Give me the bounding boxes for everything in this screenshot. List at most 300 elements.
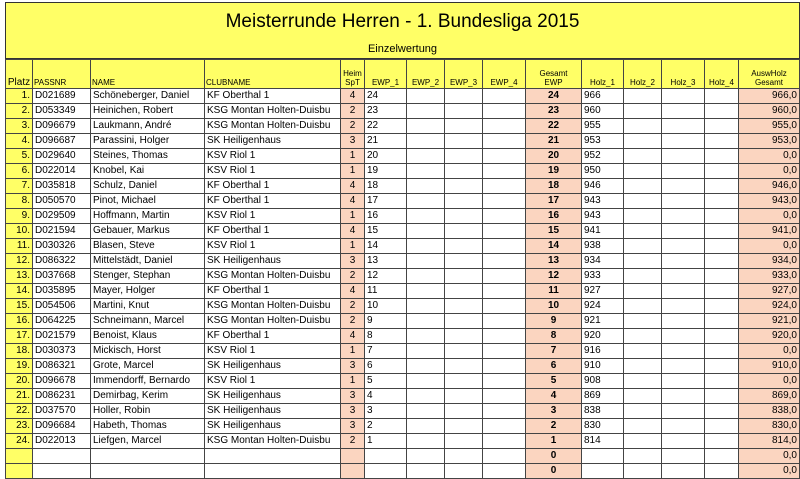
cell-heim-spt: 1: [341, 164, 365, 179]
cell-passnr: D029640: [33, 149, 91, 164]
cell-heim-spt: 3: [341, 404, 365, 419]
cell-ewp3: [445, 224, 483, 239]
cell-heim-spt: 4: [341, 89, 365, 104]
cell-ewp1: 6: [365, 359, 407, 374]
cell-holz1: 916: [582, 344, 624, 359]
cell-holz1: 908: [582, 374, 624, 389]
cell-clubname: SK Heiligenhaus: [205, 254, 341, 269]
cell-holz2: [624, 149, 662, 164]
cell-holz4: [705, 269, 739, 284]
cell-gesamt-ewp: 18: [526, 179, 582, 194]
cell-clubname: KSV Riol 1: [205, 149, 341, 164]
cell-name: Schneimann, Marcel: [91, 314, 205, 329]
cell-clubname: KF Oberthal 1: [205, 224, 341, 239]
cell-passnr: D086231: [33, 389, 91, 404]
col-header-holz4: Holz_4: [705, 60, 739, 89]
cell-passnr: D021579: [33, 329, 91, 344]
cell-name: Stenger, Stephan: [91, 269, 205, 284]
title-band: [5, 2, 800, 59]
cell-heim-spt: 1: [341, 239, 365, 254]
cell-holz4: [705, 314, 739, 329]
cell-holz3: [662, 119, 705, 134]
cell-holz3: [662, 389, 705, 404]
cell-auswholz: 933,0: [739, 269, 800, 284]
cell-passnr: D029509: [33, 209, 91, 224]
cell-ewp1: [365, 449, 407, 464]
table-row: [6, 149, 800, 164]
cell-passnr: D096687: [33, 134, 91, 149]
cell-ewp3: [445, 164, 483, 179]
cell-ewp1: 24: [365, 89, 407, 104]
cell-ewp4: [483, 299, 526, 314]
cell-holz4: [705, 134, 739, 149]
cell-passnr: D030373: [33, 344, 91, 359]
cell-name: Mickisch, Horst: [91, 344, 205, 359]
table-row: [6, 254, 800, 269]
cell-heim-spt: 2: [341, 434, 365, 449]
cell-holz3: [662, 284, 705, 299]
cell-clubname: KSG Montan Holten-Duisbu: [205, 299, 341, 314]
cell-passnr: D021594: [33, 224, 91, 239]
cell-holz2: [624, 329, 662, 344]
cell-holz3: [662, 104, 705, 119]
cell-auswholz: 953,0: [739, 134, 800, 149]
cell-ewp2: [407, 254, 445, 269]
cell-ewp4: [483, 419, 526, 434]
cell-ewp2: [407, 104, 445, 119]
cell-heim-spt: 4: [341, 224, 365, 239]
cell-gesamt-ewp: 17: [526, 194, 582, 209]
cell-auswholz: 960,0: [739, 104, 800, 119]
cell-holz2: [624, 464, 662, 479]
cell-clubname: KF Oberthal 1: [205, 329, 341, 344]
cell-ewp2: [407, 404, 445, 419]
cell-ewp1: [365, 464, 407, 479]
table-row: [6, 299, 800, 314]
cell-holz4: [705, 209, 739, 224]
cell-ewp2: [407, 284, 445, 299]
cell-ewp2: [407, 299, 445, 314]
cell-name: Knobel, Kai: [91, 164, 205, 179]
cell-auswholz: 955,0: [739, 119, 800, 134]
cell-gesamt-ewp: 20: [526, 149, 582, 164]
cell-auswholz: 910,0: [739, 359, 800, 374]
cell-platz: 4.: [6, 134, 33, 149]
cell-holz1: 955: [582, 119, 624, 134]
cell-ewp4: [483, 179, 526, 194]
cell-holz4: [705, 329, 739, 344]
cell-ewp1: 13: [365, 254, 407, 269]
cell-holz1: 921: [582, 314, 624, 329]
cell-holz1: 953: [582, 134, 624, 149]
cell-ewp4: [483, 149, 526, 164]
cell-holz2: [624, 254, 662, 269]
cell-holz1: 943: [582, 194, 624, 209]
cell-holz2: [624, 239, 662, 254]
cell-holz2: [624, 404, 662, 419]
cell-holz2: [624, 389, 662, 404]
cell-name: Steines, Thomas: [91, 149, 205, 164]
cell-ewp4: [483, 434, 526, 449]
cell-gesamt-ewp: 9: [526, 314, 582, 329]
table-row: [6, 209, 800, 224]
cell-name: Heinichen, Robert: [91, 104, 205, 119]
cell-ewp1: 7: [365, 344, 407, 359]
cell-ewp1: 10: [365, 299, 407, 314]
cell-holz4: [705, 194, 739, 209]
cell-heim-spt: 3: [341, 254, 365, 269]
cell-ewp1: 17: [365, 194, 407, 209]
cell-clubname: KF Oberthal 1: [205, 284, 341, 299]
cell-ewp2: [407, 164, 445, 179]
cell-ewp1: 22: [365, 119, 407, 134]
cell-heim-spt: 1: [341, 374, 365, 389]
col-header-name: NAME: [91, 60, 205, 89]
cell-passnr: D054506: [33, 299, 91, 314]
cell-platz: 12.: [6, 254, 33, 269]
cell-auswholz: 0,0: [739, 164, 800, 179]
cell-holz2: [624, 194, 662, 209]
cell-holz2: [624, 344, 662, 359]
cell-gesamt-ewp: 14: [526, 239, 582, 254]
cell-ewp1: 23: [365, 104, 407, 119]
cell-passnr: D096679: [33, 119, 91, 134]
cell-clubname: KSG Montan Holten-Duisbu: [205, 119, 341, 134]
cell-holz2: [624, 299, 662, 314]
cell-ewp3: [445, 134, 483, 149]
cell-holz1: 952: [582, 149, 624, 164]
cell-auswholz: 924,0: [739, 299, 800, 314]
cell-name: Schulz, Daniel: [91, 179, 205, 194]
cell-auswholz: 0,0: [739, 149, 800, 164]
cell-heim-spt: [341, 464, 365, 479]
table-row: [6, 389, 800, 404]
cell-ewp3: [445, 149, 483, 164]
cell-holz2: [624, 374, 662, 389]
cell-ewp3: [445, 269, 483, 284]
cell-passnr: D086322: [33, 254, 91, 269]
cell-passnr: D022014: [33, 164, 91, 179]
cell-name: Mayer, Holger: [91, 284, 205, 299]
cell-ewp3: [445, 419, 483, 434]
cell-auswholz: 0,0: [739, 449, 800, 464]
cell-name: Laukmann, André: [91, 119, 205, 134]
cell-platz: 13.: [6, 269, 33, 284]
cell-platz: 1.: [6, 89, 33, 104]
cell-passnr: D096684: [33, 419, 91, 434]
cell-name: Gebauer, Markus: [91, 224, 205, 239]
cell-ewp2: [407, 149, 445, 164]
col-header-holz2: Holz_2: [624, 60, 662, 89]
cell-holz4: [705, 374, 739, 389]
cell-name: Benoist, Klaus: [91, 329, 205, 344]
cell-ewp2: [407, 464, 445, 479]
cell-holz4: [705, 104, 739, 119]
cell-name: Schöneberger, Daniel: [91, 89, 205, 104]
cell-clubname: SK Heiligenhaus: [205, 389, 341, 404]
ranking-table: [5, 59, 800, 479]
cell-name: Habeth, Thomas: [91, 419, 205, 434]
col-header-holz3: Holz_3: [662, 60, 705, 89]
cell-heim-spt: [341, 449, 365, 464]
table-row: [6, 344, 800, 359]
table-row: [6, 359, 800, 374]
cell-auswholz: 943,0: [739, 194, 800, 209]
cell-platz: 15.: [6, 299, 33, 314]
col-header-gesamt-ewp: Gesamt EWP: [526, 60, 582, 89]
cell-auswholz: 946,0: [739, 179, 800, 194]
cell-heim-spt: 1: [341, 344, 365, 359]
cell-gesamt-ewp: 6: [526, 359, 582, 374]
cell-ewp3: [445, 464, 483, 479]
cell-ewp2: [407, 359, 445, 374]
cell-holz1: 814: [582, 434, 624, 449]
cell-holz4: [705, 119, 739, 134]
cell-clubname: KSV Riol 1: [205, 344, 341, 359]
cell-holz2: [624, 419, 662, 434]
cell-name: [91, 449, 205, 464]
cell-holz2: [624, 434, 662, 449]
cell-holz3: [662, 449, 705, 464]
cell-holz2: [624, 164, 662, 179]
cell-ewp2: [407, 224, 445, 239]
cell-holz3: [662, 149, 705, 164]
cell-ewp3: [445, 449, 483, 464]
cell-gesamt-ewp: 4: [526, 389, 582, 404]
col-header-ewp1: EWP_1: [365, 60, 407, 89]
cell-passnr: D022013: [33, 434, 91, 449]
cell-clubname: KSV Riol 1: [205, 239, 341, 254]
cell-holz3: [662, 329, 705, 344]
cell-gesamt-ewp: 13: [526, 254, 582, 269]
cell-name: Pinot, Michael: [91, 194, 205, 209]
cell-heim-spt: 3: [341, 134, 365, 149]
cell-ewp2: [407, 89, 445, 104]
cell-clubname: KF Oberthal 1: [205, 194, 341, 209]
cell-gesamt-ewp: 2: [526, 419, 582, 434]
cell-gesamt-ewp: 22: [526, 119, 582, 134]
cell-holz2: [624, 89, 662, 104]
cell-gesamt-ewp: 5: [526, 374, 582, 389]
table-row: [6, 164, 800, 179]
cell-heim-spt: 4: [341, 179, 365, 194]
cell-auswholz: 0,0: [739, 344, 800, 359]
cell-holz4: [705, 149, 739, 164]
cell-gesamt-ewp: 8: [526, 329, 582, 344]
cell-auswholz: 966,0: [739, 89, 800, 104]
cell-heim-spt: 1: [341, 209, 365, 224]
cell-holz1: 910: [582, 359, 624, 374]
cell-clubname: KSV Riol 1: [205, 164, 341, 179]
cell-ewp1: 14: [365, 239, 407, 254]
cell-holz1: 941: [582, 224, 624, 239]
cell-holz4: [705, 389, 739, 404]
cell-ewp4: [483, 404, 526, 419]
table-row: [6, 239, 800, 254]
cell-holz2: [624, 269, 662, 284]
cell-platz: 16.: [6, 314, 33, 329]
cell-ewp2: [407, 179, 445, 194]
cell-name: Hoffmann, Martin: [91, 209, 205, 224]
cell-gesamt-ewp: 12: [526, 269, 582, 284]
cell-ewp4: [483, 464, 526, 479]
cell-passnr: D050570: [33, 194, 91, 209]
cell-clubname: SK Heiligenhaus: [205, 359, 341, 374]
col-header-clubname: CLUBNAME: [205, 60, 341, 89]
cell-auswholz: 920,0: [739, 329, 800, 344]
cell-passnr: D035818: [33, 179, 91, 194]
cell-ewp4: [483, 224, 526, 239]
cell-clubname: SK Heiligenhaus: [205, 404, 341, 419]
cell-passnr: D086321: [33, 359, 91, 374]
cell-ewp4: [483, 209, 526, 224]
cell-ewp2: [407, 344, 445, 359]
cell-heim-spt: 1: [341, 149, 365, 164]
cell-ewp1: 11: [365, 284, 407, 299]
cell-holz2: [624, 449, 662, 464]
cell-ewp3: [445, 314, 483, 329]
cell-gesamt-ewp: 7: [526, 344, 582, 359]
cell-platz: 18.: [6, 344, 33, 359]
cell-passnr: D030326: [33, 239, 91, 254]
cell-ewp4: [483, 239, 526, 254]
cell-ewp4: [483, 329, 526, 344]
cell-holz1: 966: [582, 89, 624, 104]
cell-name: Blasen, Steve: [91, 239, 205, 254]
cell-platz: 20.: [6, 374, 33, 389]
col-header-passnr: PASSNR: [33, 60, 91, 89]
cell-auswholz: 0,0: [739, 374, 800, 389]
cell-name: [91, 464, 205, 479]
cell-ewp1: 18: [365, 179, 407, 194]
cell-ewp2: [407, 134, 445, 149]
col-header-ewp3: EWP_3: [445, 60, 483, 89]
cell-clubname: SK Heiligenhaus: [205, 419, 341, 434]
cell-ewp3: [445, 254, 483, 269]
cell-name: Liefgen, Marcel: [91, 434, 205, 449]
cell-ewp2: [407, 419, 445, 434]
cell-ewp4: [483, 374, 526, 389]
cell-auswholz: 830,0: [739, 419, 800, 434]
cell-passnr: D037570: [33, 404, 91, 419]
cell-platz: 9.: [6, 209, 33, 224]
cell-auswholz: 814,0: [739, 434, 800, 449]
cell-ewp4: [483, 389, 526, 404]
cell-platz: 6.: [6, 164, 33, 179]
cell-ewp3: [445, 89, 483, 104]
cell-ewp1: 16: [365, 209, 407, 224]
table-row: [6, 374, 800, 389]
cell-passnr: D035895: [33, 284, 91, 299]
cell-holz3: [662, 224, 705, 239]
table-row: [6, 314, 800, 329]
cell-holz2: [624, 314, 662, 329]
table-row: [6, 104, 800, 119]
table-row: [6, 89, 800, 104]
cell-ewp1: 1: [365, 434, 407, 449]
cell-platz: 23.: [6, 419, 33, 434]
cell-holz1: 950: [582, 164, 624, 179]
col-header-ewp4: EWP_4: [483, 60, 526, 89]
cell-ewp4: [483, 119, 526, 134]
cell-ewp3: [445, 434, 483, 449]
cell-holz1: 838: [582, 404, 624, 419]
col-header-ewp2: EWP_2: [407, 60, 445, 89]
table-row: [6, 404, 800, 419]
table-row: [6, 434, 800, 449]
cell-holz4: [705, 299, 739, 314]
cell-ewp2: [407, 449, 445, 464]
cell-holz1: 927: [582, 284, 624, 299]
cell-holz2: [624, 134, 662, 149]
cell-heim-spt: 2: [341, 104, 365, 119]
cell-gesamt-ewp: 0: [526, 464, 582, 479]
cell-clubname: KSG Montan Holten-Duisbu: [205, 434, 341, 449]
cell-gesamt-ewp: 11: [526, 284, 582, 299]
cell-ewp3: [445, 344, 483, 359]
cell-ewp1: 5: [365, 374, 407, 389]
cell-holz3: [662, 434, 705, 449]
cell-holz4: [705, 464, 739, 479]
cell-heim-spt: 2: [341, 119, 365, 134]
cell-ewp1: 19: [365, 164, 407, 179]
cell-heim-spt: 2: [341, 314, 365, 329]
cell-name: Mittelstädt, Daniel: [91, 254, 205, 269]
cell-ewp3: [445, 119, 483, 134]
cell-clubname: KSV Riol 1: [205, 374, 341, 389]
cell-platz: 10.: [6, 224, 33, 239]
cell-ewp3: [445, 179, 483, 194]
cell-holz3: [662, 239, 705, 254]
header-row: [6, 60, 800, 89]
cell-platz: 17.: [6, 329, 33, 344]
cell-ewp1: 9: [365, 314, 407, 329]
cell-holz4: [705, 434, 739, 449]
cell-name: Immendorff, Bernardo: [91, 374, 205, 389]
cell-platz: 14.: [6, 284, 33, 299]
cell-ewp3: [445, 284, 483, 299]
cell-ewp3: [445, 374, 483, 389]
cell-platz: 22.: [6, 404, 33, 419]
cell-platz: 5.: [6, 149, 33, 164]
col-header-holz1: Holz_1: [582, 60, 624, 89]
cell-auswholz: 838,0: [739, 404, 800, 419]
cell-platz: [6, 449, 33, 464]
cell-holz1: 946: [582, 179, 624, 194]
cell-holz4: [705, 164, 739, 179]
cell-ewp3: [445, 104, 483, 119]
cell-gesamt-ewp: 24: [526, 89, 582, 104]
cell-auswholz: 921,0: [739, 314, 800, 329]
cell-ewp1: 2: [365, 419, 407, 434]
cell-passnr: [33, 464, 91, 479]
cell-platz: 7.: [6, 179, 33, 194]
cell-holz3: [662, 89, 705, 104]
cell-holz4: [705, 179, 739, 194]
table-row: [6, 464, 800, 479]
cell-ewp1: 3: [365, 404, 407, 419]
cell-heim-spt: 3: [341, 359, 365, 374]
cell-ewp3: [445, 209, 483, 224]
cell-gesamt-ewp: 15: [526, 224, 582, 239]
cell-clubname: KSG Montan Holten-Duisbu: [205, 104, 341, 119]
cell-gesamt-ewp: 0: [526, 449, 582, 464]
col-header-heim-spt: Heim SpT: [341, 60, 365, 89]
cell-holz4: [705, 254, 739, 269]
col-header-auswholz: AuswHolz Gesamt: [739, 60, 800, 89]
cell-holz3: [662, 344, 705, 359]
cell-clubname: KSG Montan Holten-Duisbu: [205, 314, 341, 329]
